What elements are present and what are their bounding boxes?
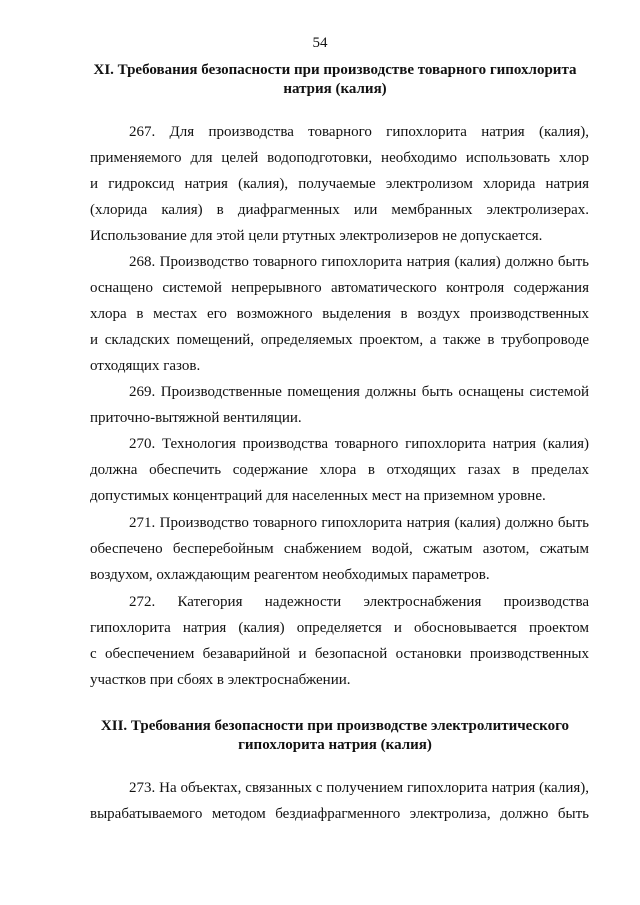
section-12-heading: [80, 717, 590, 755]
paragraph-270: [90, 431, 589, 509]
section-12-heading-line: гипохлорита натрия (калия): [238, 737, 432, 753]
section-11-heading-line: XI. Требования безопасности при производстве товарного гипохлорита: [93, 62, 577, 78]
paragraph-line: отходящих газов.: [90, 358, 201, 374]
paragraph-line: и гидроксид натрия (калия), получаемые электролизом хлорида натрия: [90, 176, 589, 192]
paragraph-line: участков при сбоях в электроснабжении.: [90, 672, 351, 688]
section-12-heading-line: XII. Требования безопасности при производстве электролитического: [100, 718, 570, 734]
paragraph-line: применяемого для целей водоподготовки, необходимо использовать хлор: [90, 150, 589, 166]
paragraph-line: допустимых концентраций для населенных мест на приземном уровне.: [90, 488, 546, 504]
paragraph-line: гипохлорита натрия (калия) определяется и обосновывается проектом: [90, 620, 589, 636]
paragraph-line: 267. Для производства товарного гипохлорита натрия (калия),: [129, 124, 589, 140]
page-number: 54: [312, 35, 328, 51]
paragraph-line: обеспечено бесперебойным снабжением водой, сжатым азотом, сжатым: [90, 541, 589, 557]
paragraph-line: 269. Производственные помещения должны быть оснащены системой: [129, 384, 589, 400]
paragraph-272: [90, 589, 589, 693]
paragraph-line: и складских помещений, определяемых проектом, а также в трубопроводе: [90, 332, 589, 348]
paragraph-line: с обеспечением безаварийной и безопасной остановки производственных: [90, 646, 589, 662]
paragraph-line: оснащено системой непрерывного автоматического контроля содержания: [90, 280, 589, 296]
paragraph-line: приточно-вытяжной вентиляции.: [90, 410, 302, 426]
paragraph-line: 273. На объектах, связанных с получением гипохлорита натрия (калия),: [129, 780, 589, 796]
paragraph-267: [90, 119, 589, 249]
paragraph-line: вырабатываемого методом бездиафрагменного электролиза, должно быть: [90, 806, 589, 822]
paragraph-line: 272. Категория надежности электроснабжения производства: [129, 594, 589, 610]
paragraph-268: [90, 249, 589, 379]
paragraph-line: должна обеспечить содержание хлора в отходящих газах в пределах: [90, 462, 589, 478]
paragraph-line: 268. Производство товарного гипохлорита натрия (калия) должно быть: [129, 254, 589, 270]
section-11-heading-line: натрия (калия): [283, 81, 387, 97]
paragraph-line: 271. Производство товарного гипохлорита натрия (калия) должно быть: [129, 515, 589, 531]
paragraph-line: 270. Технология производства товарного гипохлорита натрия (калия): [129, 436, 589, 452]
paragraph-line: воздухом, охлаждающим реагентом необходимых параметров.: [90, 567, 490, 583]
paragraph-line: хлора в местах его возможного выделения в воздух производственных: [90, 306, 589, 322]
paragraph-line: Использование для этой цели ртутных электролизеров не допускается.: [90, 228, 543, 244]
paragraph-line: (хлорида калия) в диафрагменных или мембранных электролизерах.: [90, 202, 589, 218]
paragraph-271: [90, 510, 589, 588]
section-11-heading: [80, 61, 590, 99]
paragraph-273: [90, 775, 589, 827]
paragraph-269: [90, 379, 589, 431]
